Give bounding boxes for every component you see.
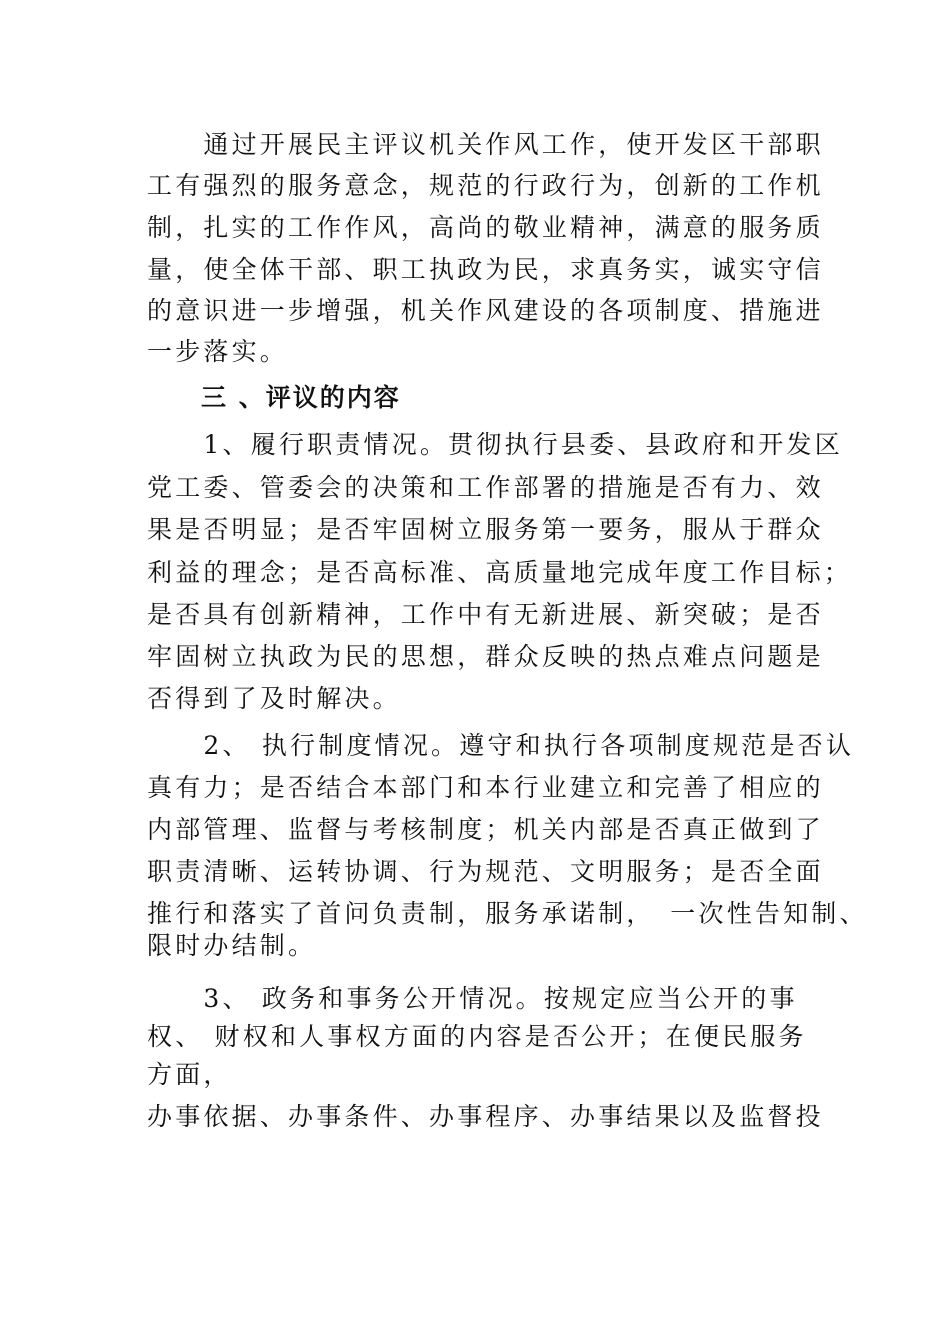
text-line: 制，扎实的工作作风，高尚的敬业精神，满意的服务质	[147, 213, 824, 242]
text-line: 限时办结制。	[147, 931, 317, 960]
text-line: 内部管理、监督与考核制度；机关内部是否真正做到了	[147, 815, 824, 844]
text-line: 量，使全体干部、职工执政为民，求真务实，诚实守信	[147, 255, 824, 284]
text-line: 牢固树立执政为民的思想，群众反映的热点难点问题是	[147, 642, 824, 671]
text-line: 方面，	[147, 1060, 232, 1089]
text-line: 的意识进一步增强，机关作风建设的各项制度、措施进	[147, 296, 824, 325]
text-line: 办事依据、办事条件、办事程序、办事结果以及监督投	[147, 1102, 824, 1131]
text-line: 是否具有创新精神，工作中有无新进展、新突破；是否	[147, 600, 824, 629]
text-line: 2、 执行制度情况。遵守和执行各项制度规范是否认	[147, 731, 855, 760]
text-line: 果是否明显；是否牢固树立服务第一要务，服从于群众	[147, 515, 824, 544]
text-line: 真有力；是否结合本部门和本行业建立和完善了相应的	[147, 773, 824, 802]
text-line: 职责清晰、运转协调、行为规范、文明服务；是否全面	[147, 857, 824, 886]
text-line: 1、履行职责情况。贯彻执行县委、县政府和开发区	[147, 430, 843, 459]
section-heading: 三 、评议的内容	[147, 383, 401, 412]
text-line: 一步落实。	[147, 337, 289, 366]
text-line: 通过开展民主评议机关作风工作，使开发区干部职	[147, 130, 824, 159]
text-line: 权、 财权和人事权方面的内容是否公开；在便民服务	[147, 1022, 807, 1051]
text-line: 推行和落实了首问负责制，服务承诺制， 一次性告知制、	[147, 899, 868, 928]
text-line: 工有强烈的服务意念，规范的行政行为，创新的工作机	[147, 171, 824, 200]
text-line: 党工委、管委会的决策和工作部署的措施是否有力、效	[147, 473, 824, 502]
text-line: 利益的理念；是否高标准、高质量地完成年度工作目标；	[147, 558, 853, 587]
text-line: 3、 政务和事务公开情况。按规定应当公开的事	[147, 984, 798, 1013]
text-line: 否得到了及时解决。	[147, 684, 401, 713]
